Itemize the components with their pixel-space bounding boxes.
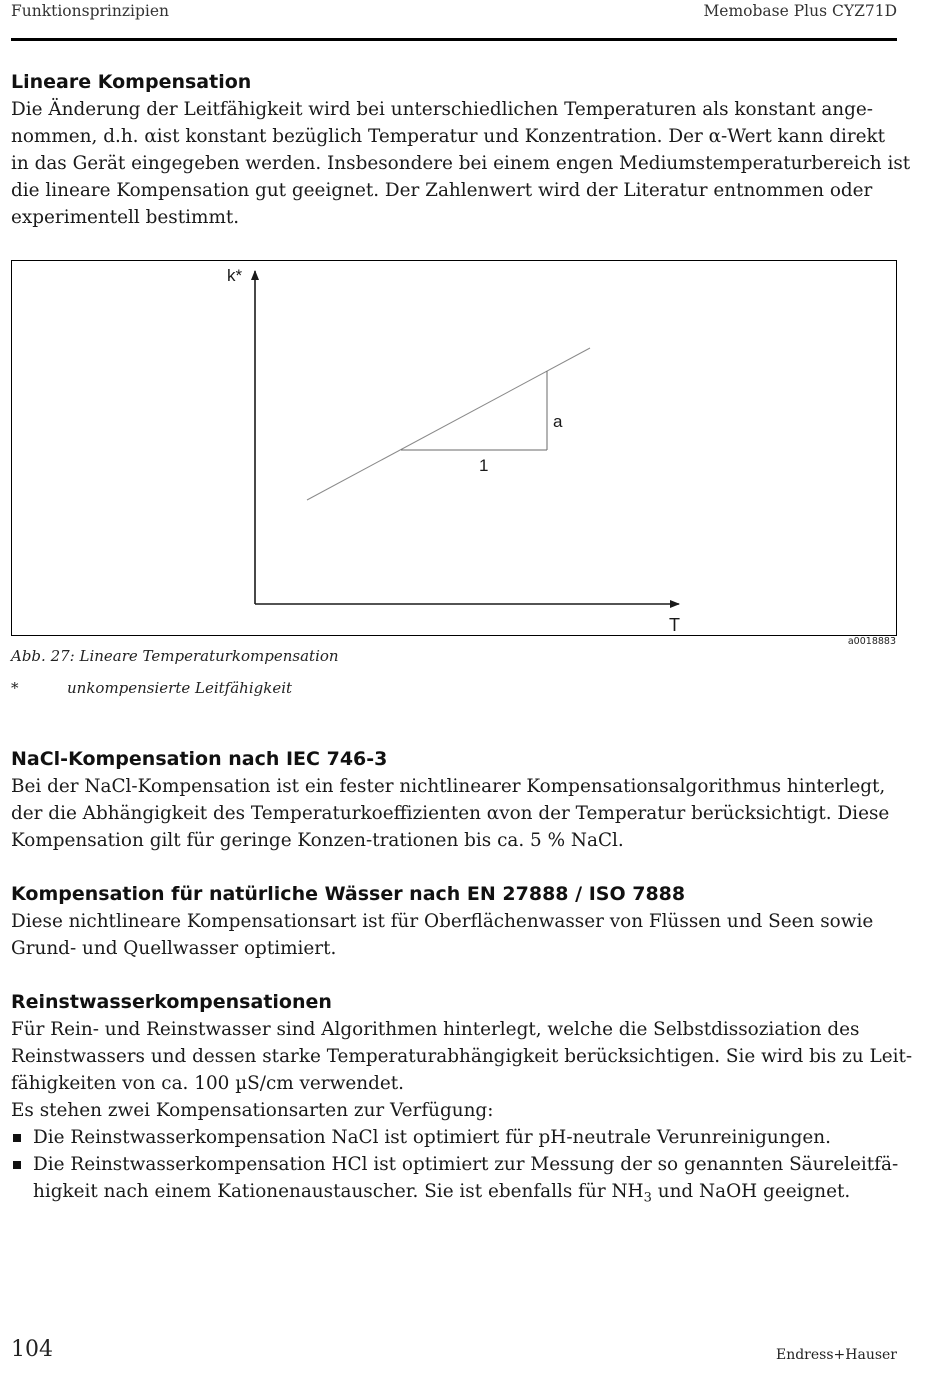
run-label: 1: [479, 456, 489, 475]
conductivity-line: [307, 348, 590, 500]
figure-caption: Abb. 27: Lineare Temperaturkompensation: [11, 647, 339, 665]
text-line: Grund- und Quellwasser optimiert.: [11, 938, 337, 960]
bullet-square-icon: [13, 1161, 21, 1169]
slope-label: a: [553, 412, 563, 431]
text-line: die lineare Kompensation gut geeignet. Der Zahlenwert wird der Literatur entnommen oder: [11, 180, 873, 202]
header-rule: [11, 38, 897, 41]
paragraph-nacl: [11, 773, 899, 854]
text-line: Bei der NaCl-Kompensation ist ein fester nichtlinearer Kompensationsalgorithmus hinterlegt,: [11, 776, 886, 797]
text-line: Kompensation gilt für geringe Konzen-trationen bis ca. 5 % NaCl.: [11, 830, 624, 852]
header-section: Funktionsprinzipien: [11, 2, 169, 20]
heading-linear: Lineare Kompensation: [11, 71, 252, 93]
list-item-text-continued: [33, 1178, 899, 1212]
list-item-text-part: higkeit nach einem Kationenaustauscher. Sie ist ebenfalls für NH: [33, 1181, 644, 1203]
text-line: experimentell bestimmt.: [11, 207, 240, 229]
legend-symbol: *: [11, 679, 19, 697]
text-line: in das Gerät eingegeben werden. Insbesondere bei einem engen Mediumstemperaturbereich ist: [11, 153, 911, 175]
text-line: der die Abhängigkeit des Temperaturkoeffizienten αvon der Temperatur berücksichtigt. Diese: [11, 803, 890, 825]
heading-natural-waters: Kompensation für natürliche Wässer nach EN 27888 / ISO 7888: [11, 883, 686, 905]
linear-compensation-diagram: [12, 261, 896, 635]
list-item: [11, 1151, 899, 1212]
brand-name: Endress+Hauser: [775, 1347, 897, 1363]
text-line: Es stehen zwei Kompensationsarten zur Verfügung:: [11, 1100, 494, 1122]
compensation-list: [11, 1124, 899, 1212]
header-product: Memobase Plus CYZ71D: [703, 2, 897, 20]
text-line: Reinstwassers und dessen starke Temperaturabhängigkeit berücksichtigen. Sie wird bis zu Leit-: [11, 1046, 913, 1068]
text-line: nommen, d.h. αist konstant bezüglich Temperatur und Konzentration. Der α-Wert kann direkt: [11, 126, 886, 148]
list-item-text: Die Reinstwasserkompensation HCl ist optimiert zur Messung der so genannten Säureleitfä-: [33, 1154, 899, 1176]
figure-id: a0018883: [847, 636, 896, 647]
y-axis-label: k*: [227, 266, 243, 285]
bullet-square-icon: [13, 1134, 21, 1142]
heading-nacl: NaCl-Kompensation nach IEC 746-3: [11, 748, 388, 770]
paragraph-linear: [11, 96, 911, 231]
heading-pure-water: Reinstwasserkompensationen: [11, 991, 332, 1013]
text-line: fähigkeiten von ca. 100 µS/cm verwendet.: [11, 1073, 404, 1095]
text-line: Diese nichtlineare Kompensationsart ist für Oberflächenwasser von Flüssen und Seen sowie: [11, 911, 874, 932]
list-item: [11, 1124, 899, 1151]
legend-text: unkompensierte Leitfähigkeit: [67, 679, 293, 697]
paragraph-natural-waters: [11, 908, 899, 962]
paragraph-pure-water: [11, 1016, 913, 1124]
figure-frame: [11, 260, 897, 636]
list-item-text: Die Reinstwasserkompensation NaCl ist optimiert für pH-neutrale Verunreinigungen.: [33, 1127, 831, 1148]
subscript: 3: [643, 1190, 652, 1206]
page-number: 104: [11, 1337, 53, 1362]
text-line: Die Änderung der Leitfähigkeit wird bei unterschiedlichen Temperaturen als konstant ange-: [11, 99, 873, 120]
list-item-text-part: und NaOH geeignet.: [651, 1181, 851, 1203]
x-axis-label: T: [669, 615, 680, 635]
text-line: Für Rein- und Reinstwasser sind Algorithmen hinterlegt, welche die Selbstdissoziation des: [11, 1019, 860, 1040]
